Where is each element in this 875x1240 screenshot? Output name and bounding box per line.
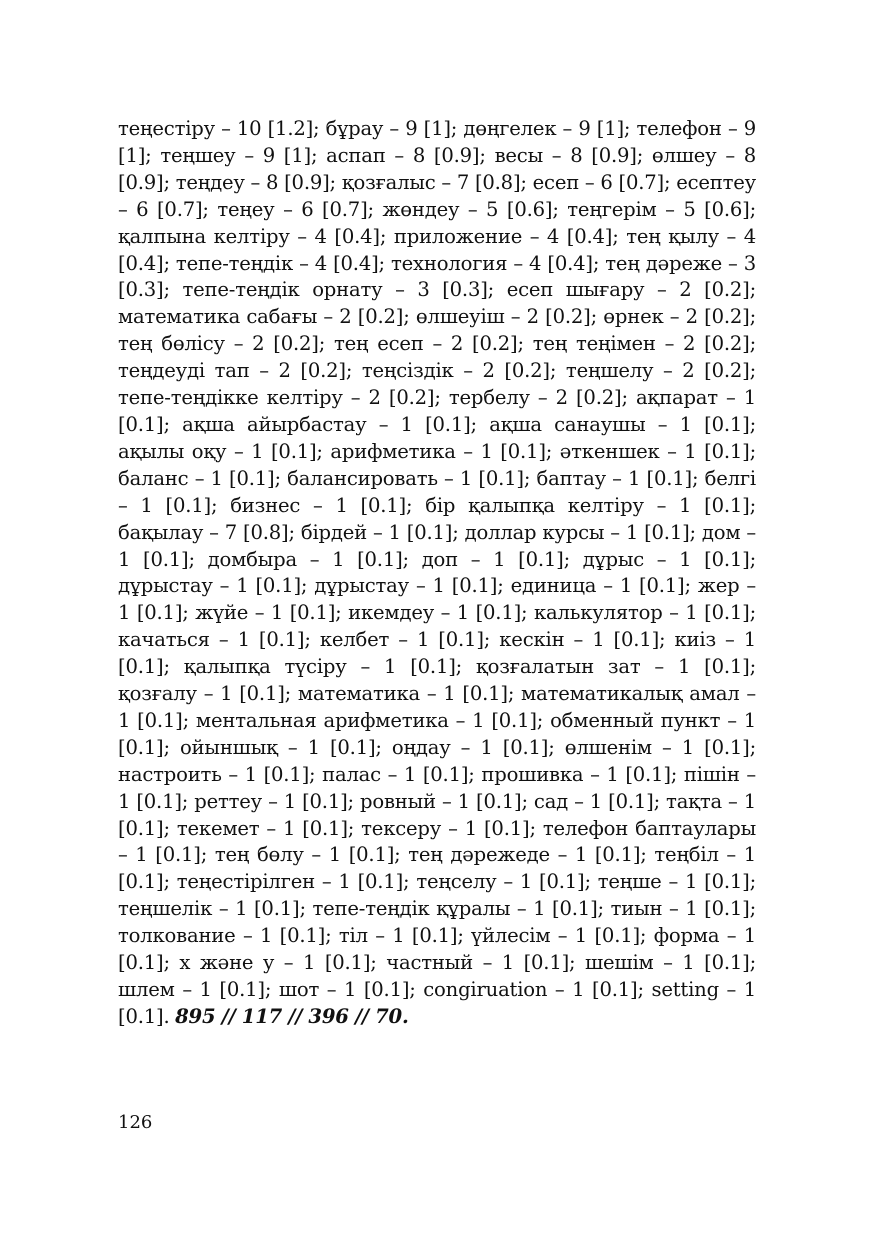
entry-summary-stats: 895 // 117 // 396 // 70. [175, 1004, 409, 1028]
page-number: 126 [118, 1112, 153, 1133]
dictionary-entry-text [118, 116, 756, 1031]
entry-body: теңестіру – 10 [1.2]; бұрау – 9 [1]; дөңгелек – 9 [1]; телефон – 9 [1]; теңшеу – 9 [1]; аспап – 8 [0.9]; весы – 8 [0.9]; өлшеу – 8 [0.9]; теңдеу – 8 [0.9]; қозғалыс – 7 [0.8]; есеп – 6 [0.7]; есептеу – 6 [0.7]; теңеу – 6 [0.7]; жөндеу – 5 [0.6]; теңгерім – 5 [0.6]; қалпына келтіру – 4 [0.4]; приложение – 4 [0.4]; тең қылу – 4 [0.4]; тепе-теңдік – 4 [0.4]; технология – 4 [0.4]; тең дәреже – 3 [0.3]; тепе-теңдік орнату – 3 [0.3]; есеп шығару – 2 [0.2]; математика сабағы – 2 [0.2]; өлшеуіш – 2 [0.2]; өрнек – 2 [0.2]; тең бөлісу – 2 [0.2]; тең есеп – 2 [0.2]; тең теңімен – 2 [0.2]; теңдеуді тап – 2 [0.2]; теңсіздік – 2 [0.2]; теңшелу – 2 [0.2]; тепе-теңдікке келтіру – 2 [0.2]; тербелу – 2 [0.2]; ақпарат – 1 [0.1]; ақша айырбастау – 1 [0.1]; ақша санаушы – 1 [0.1]; ақылы оқу – 1 [0.1]; арифметика – 1 [0.1]; әткеншек – 1 [0.1]; баланс – 1 [0.1]; балансировать – 1 [0.1]; баптау – 1 [0.1]; белгі – 1 [0.1]; бизнес – 1 [0.1]; бір қалыпқа келтіру – 1 [0.1]; бақылау – 7 [0.8]; бірдей – 1 [0.1]; доллар курсы – 1 [0.1]; дом – 1 [0.1]; домбыра – 1 [0.1]; доп – 1 [0.1]; дұрыс – 1 [0.1]; дұрыстау – 1 [0.1]; дұрыстау – 1 [0.1]; единица – 1 [0.1]; жер – 1 [0.1]; жүйе – 1 [0.1]; икемдеу – 1 [0.1]; калькулятор – 1 [0.1]; качаться – 1 [0.1]; келбет – 1 [0.1]; кескін – 1 [0.1]; киіз – 1 [0.1]; қалыпқа түсіру – 1 [0.1]; қозғалатын зат – 1 [0.1]; қозғалу – 1 [0.1]; математика – 1 [0.1]; математикалық амал – 1 [0.1]; ментальная арифметика – 1 [0.1]; обменный пункт – 1 [0.1]; ойыншық – 1 [0.1]; оңдау – 1 [0.1]; өлшенім – 1 [0.1]; настроить – 1 [0.1]; палас – 1 [0.1]; прошивка – 1 [0.1]; пішін – 1 [0.1]; реттеу – 1 [0.1]; ровный – 1 [0.1]; сад – 1 [0.1]; тақта – 1 [0.1]; текемет – 1 [0.1]; тексеру – 1 [0.1]; телефон баптаулары – 1 [0.1]; тең бөлу – 1 [0.1]; тең дәрежеде – 1 [0.1]; теңбіл – 1 [0.1]; теңестірілген – 1 [0.1]; теңселу – 1 [0.1]; теңше – 1 [0.1]; теңшелік – 1 [0.1]; тепе-теңдік құралы – 1 [0.1]; тиын – 1 [0.1]; толкование – 1 [0.1]; тіл – 1 [0.1]; үйлесім – 1 [0.1]; форма – 1 [0.1]; х және у – 1 [0.1]; частный – 1 [0.1]; шешім – 1 [0.1]; шлем – 1 [0.1]; шот – 1 [0.1]; congiruation – 1 [0.1]; setting – 1 [0.1]. [118, 117, 756, 1028]
